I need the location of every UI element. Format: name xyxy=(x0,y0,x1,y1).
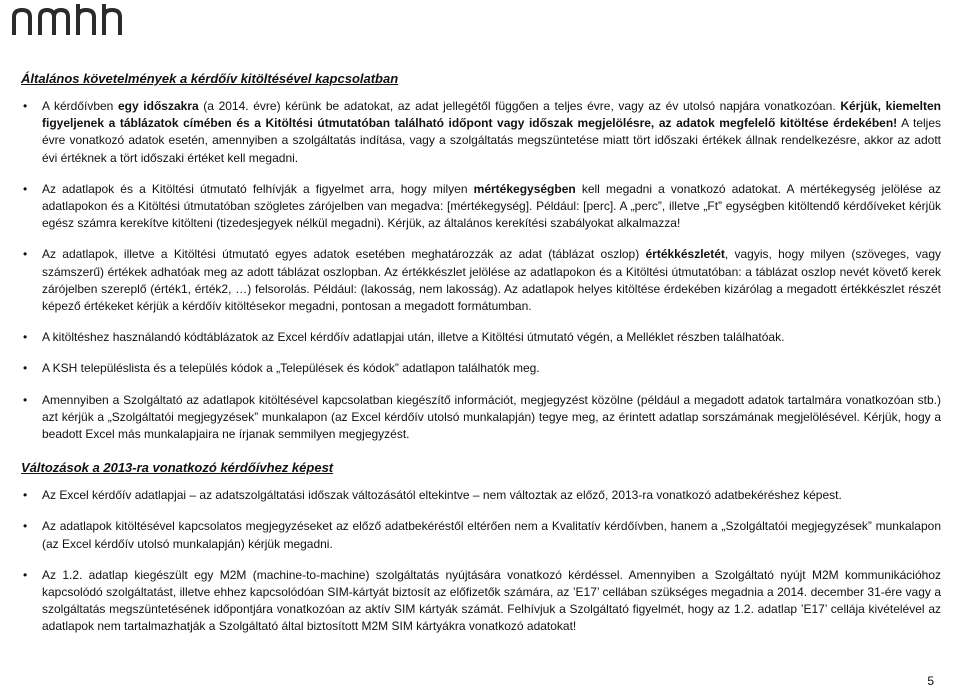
page-number: 5 xyxy=(927,674,934,688)
general-requirements-list xyxy=(21,98,941,443)
nmhh-logo xyxy=(10,2,132,36)
bullet-icon: • xyxy=(23,99,28,113)
list-item: • Az adatlapok kitöltésével kapcsolatos megjegyzéseket az előző adatbekéréstől eltérően nem a Kvalitatív kérdőívben, hanem a „Szolgáltatói megjegyzések” munkalapon (az Excel kérdőív utolsó munkalapján) kérjük megadni. xyxy=(23,519,941,551)
bullet-icon: • xyxy=(23,361,28,376)
list-item: • Az adatlapok és a Kitöltési útmutató felhívják a figyelmet arra, hogy milyen mértékegységben kell megadni a vonatkozó adatokat. A mértékegység jelölése az adatlapokon és a Kitöltési útmutatóban szögletes zárójelben van megadva: [mértékegység]. Például: [perc]. A „perc”, illetve „Ft” egységben kitöltendő kérdőíveket kérjük egész számra kerekítve kitölteni (tizedesjegyek nélkül megadni). Kérjük, az általános kerekítési szabályokat alkalmazza! xyxy=(23,181,941,231)
bullet-icon: • xyxy=(23,488,28,503)
bullet-icon: • xyxy=(23,181,28,196)
bullet-icon: • xyxy=(23,392,28,407)
list-item: • A KSH településlista és a település kódok a „Települések és kódok” adatlapon találhatók meg. xyxy=(21,360,941,377)
bullet-icon: • xyxy=(23,567,28,582)
bullet-icon: • xyxy=(23,330,28,345)
document-page xyxy=(21,70,941,650)
bullet-icon: • xyxy=(23,247,28,262)
list-item: • A kitöltéshez használandó kódtáblázatok az Excel kérdőív adatlapjai után, illetve a Kitöltési útmutató végén, a Melléklet részben találhatóak. xyxy=(21,329,941,346)
list-item: • Az Excel kérdőív adatlapjai – az adatszolgáltatási időszak változásától eltekintve – nem változtak az előző, 2013-ra vonatkozó adatbekéréshez képest. xyxy=(21,487,941,504)
bullet-icon: • xyxy=(23,519,28,534)
list-item: • A kérdőívben egy időszakra (a 2014. évre) kérünk be adatokat, az adat jellegétől függően a teljes évre, vagy az év utolsó napjára vonatkozóan. Kérjük, kiemelten figyeljenek a táblázatok címében és a Kitöltési útmutatóban található időpont vagy időszak megjelölésre, az adatok megfelelő kitöltése érdekében! A teljes évre vonatkozó adatok esetén, amennyiben a szolgáltatás indítása, vagy a szolgáltatás megszüntetése miatt tört időszaki értékek állnak rendelkezésre, akkor az adott évi értéknek a tört időszaki értéket kell megadni. xyxy=(23,99,941,165)
section-heading-changes: Változások a 2013-ra vonatkozó kérdőívhez képest xyxy=(21,460,334,476)
list-item: • Az adatlapok, illetve a Kitöltési útmutató egyes adatok esetében meghatározzák az adat (táblázat oszlop) értékkészletét, vagyis, hogy milyen (szöveges, vagy számszerű) értékek adhatóak meg az adott táblázat oszlopban. Az értékkészlet jelölése az adatlapokon és a Kitöltési útmutatóban: a táblázat oszlop nevét követő kerek zárójelben szereplő (érték1, érték2, …) felsorolás. Például: (lakosság, nem lakosság). Az adatlapok helyes kitöltése érdekében kizárólag a megadott értékkészlet részét képező értékeket kérjük a kérdőív kitöltésekor megadni, pontosan a megadott formátumban. xyxy=(23,247,941,314)
list-item: • Az 1.2. adatlap kiegészült egy M2M (machine-to-machine) szolgáltatás nyújtására vonatkozó kérdéssel. Amennyiben a Szolgáltató nyújt M2M kommunikációhoz kapcsolódó szolgáltatást, illetve ehhez kapcsolódóan SIM-kártyát biztosít az előfizetők számára, az ’E17’ cellában szükséges megadnia a 2014. december 31-ére vagy a szolgáltatás megszüntetésének időpontjára vonatkozóan az aktív SIM kártyák számát. Felhívjuk a Szolgáltató figyelmét, hogy az 1.2. adatlap ’E17’ cellája kivételével az adatlapok nem tartalmazhatják a Szolgáltató által biztosított M2M SIM kártyákra vonatkozó adatokat! xyxy=(23,567,941,634)
changes-list xyxy=(21,487,941,635)
list-item: • Amennyiben a Szolgáltató az adatlapok kitöltésével kapcsolatban kiegészítő információt, megjegyzést közölne (például a megadott adatok tartalmára vonatkozóan stb.) azt kérjük a „Szolgáltatói megjegyzések” munkalapon (az Excel kérdőív utolsó munkalapján) tegye meg, az érintett adatlap sorszámának megjelölésével. Kérjük, hogy a beadott Excel más munkalapjaira ne írjanak semmilyen megjegyzést. xyxy=(23,392,941,442)
section-heading-general: Általános követelmények a kérdőív kitöltésével kapcsolatban xyxy=(21,71,399,86)
